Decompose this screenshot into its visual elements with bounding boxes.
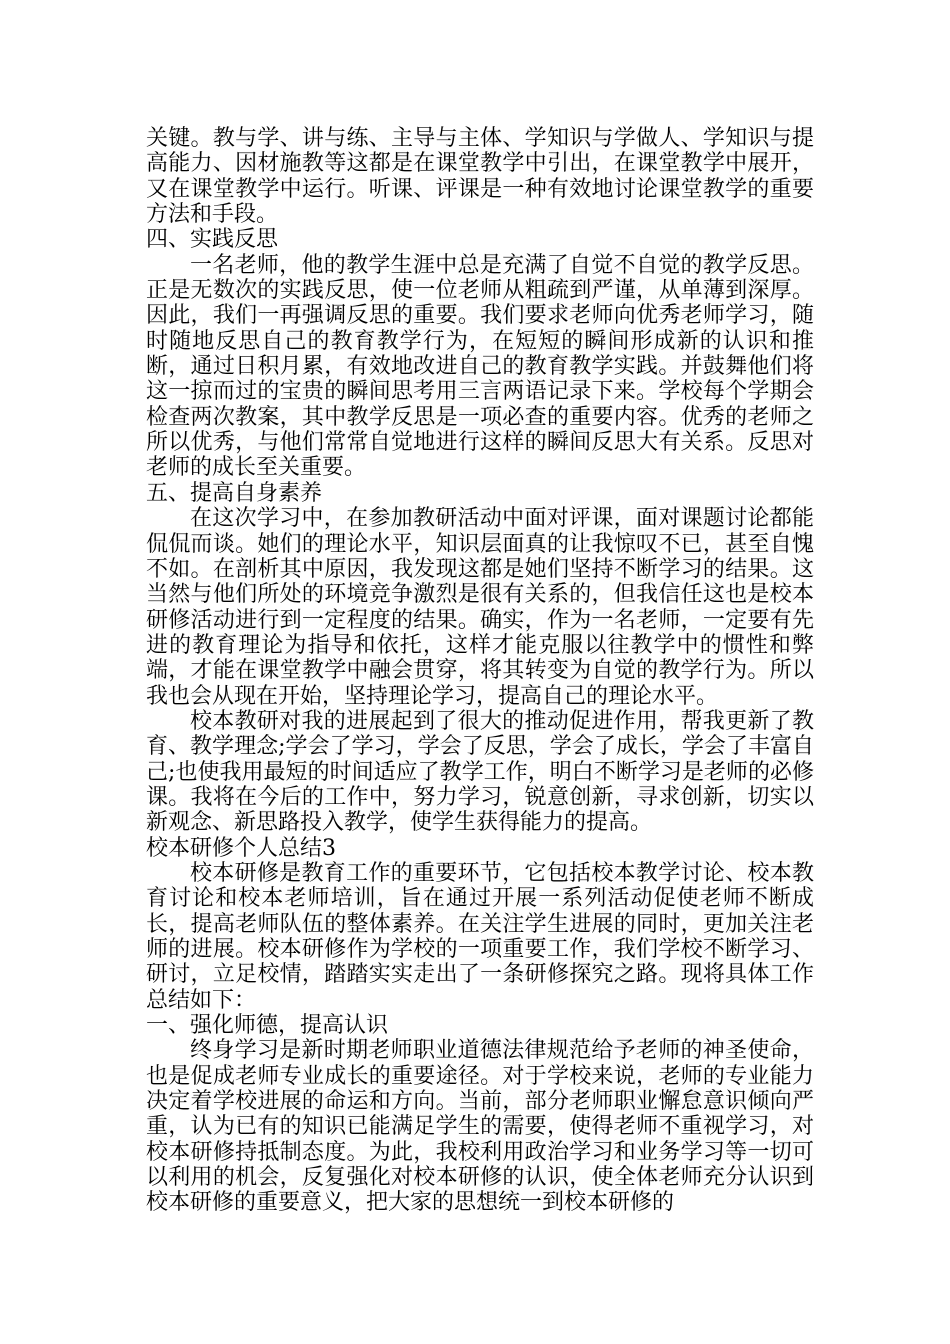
paragraph-intro: 校本研修是教育工作的重要环节，它包括校本教学讨论、校本教育讨论和校本老师培训，旨在通过开展一系列活动促使老师不断成长，提高老师队伍的整体素养。在关注学生进展的同时，更加关注老师的进展。校本研修作为学校的一项重要工作，我们学校不断学习、研讨，立足校情，踏踏实实走出了一条研修探究之路。现将具体工作总结如下： (146, 860, 814, 1013)
paragraph-reflection: 一名老师，他的教学生涯中总是充满了自觉不自觉的教学反思。正是无数次的实践反思，使一位老师从粗疏到严谨，从单薄到深厚。因此，我们一再强调反思的重要。我们要求老师向优秀老师学习，随时随地反思自己的教育教学行为，在短短的瞬间形成新的认识和推断，通过日积月累，有效地改进自己的教育教学实践。并鼓舞他们将这一掠而过的宝贵的瞬间思考用三言两语记录下来。学校每个学期会检查两次教案，其中教学反思是一项必查的重要内容。优秀的老师之所以优秀，与他们常常自觉地进行这样的瞬间反思大有关系。反思对老师的成长至关重要。 (146, 252, 814, 481)
section-heading-practice-reflection: 四、实践反思 (146, 227, 279, 253)
section-heading-summary-3: 校本研修个人总结3 (146, 835, 336, 861)
paragraph-progress: 校本教研对我的进展起到了很大的推动促进作用，帮我更新了教育、教学理念;学会了学习，学会了反思，学会了成长，学会了丰富自己;也使我用最短的时间适应了教学工作，明白不断学习是老师的必修课。我将在今后的工作中，努力学习，锐意创新，寻求创新，切实以新观念、新思路投入教学，使学生获得能力的提高。 (146, 708, 814, 836)
section-heading-self-improvement: 五、提高自身素养 (146, 480, 323, 506)
paragraph-study: 在这次学习中，在参加教研活动中面对评课，面对课题讨论都能侃侃而谈。她们的理论水平，知识层面真的让我惊叹不已，甚至自愧不如。在剖析其中原因，我发现这都是她们坚持不断学习的结果。这当然与他们所处的环境竞争激烈是很有关系的，但我信任这也是校本研修活动进行到一定程度的结果。确实，作为一名老师，一定要有先进的教育理论为指导和依托，这样才能克服以往教学中的惯性和弊端，才能在课堂教学中融会贯穿，将其转变为自觉的教学行为。所以我也会从现在开始，坚持理论学习，提高自己的理论水平。 (146, 506, 814, 709)
document-page (146, 126, 814, 1216)
section-heading-ethics: 一、强化师德，提高认识 (146, 1013, 389, 1039)
paragraph-continued: 关键。教与学、讲与练、主导与主体、学知识与学做人、学知识与提高能力、因材施教等这都是在课堂教学中引出，在课堂教学中展开，又在课堂教学中运行。听课、评课是一种有效地讨论课堂教学的重要方法和手段。 (146, 126, 814, 228)
paragraph-lifelong-learning: 终身学习是新时期老师职业道德法律规范给予老师的神圣使命，也是促成老师专业成长的重要途径。对于学校来说，老师的专业能力决定着学校进展的命运和方向。当前，部分老师职业懈怠意识倾向严重，认为已有的知识已能满足学生的需要，使得老师不重视学习，对校本研修持抵制态度。为此，我校利用政治学习和业务学习等一切可以利用的机会，反复强化对校本研修的认识，使全体老师充分认识到校本研修的重要意义，把大家的思想统一到校本研修的 (146, 1038, 814, 1216)
